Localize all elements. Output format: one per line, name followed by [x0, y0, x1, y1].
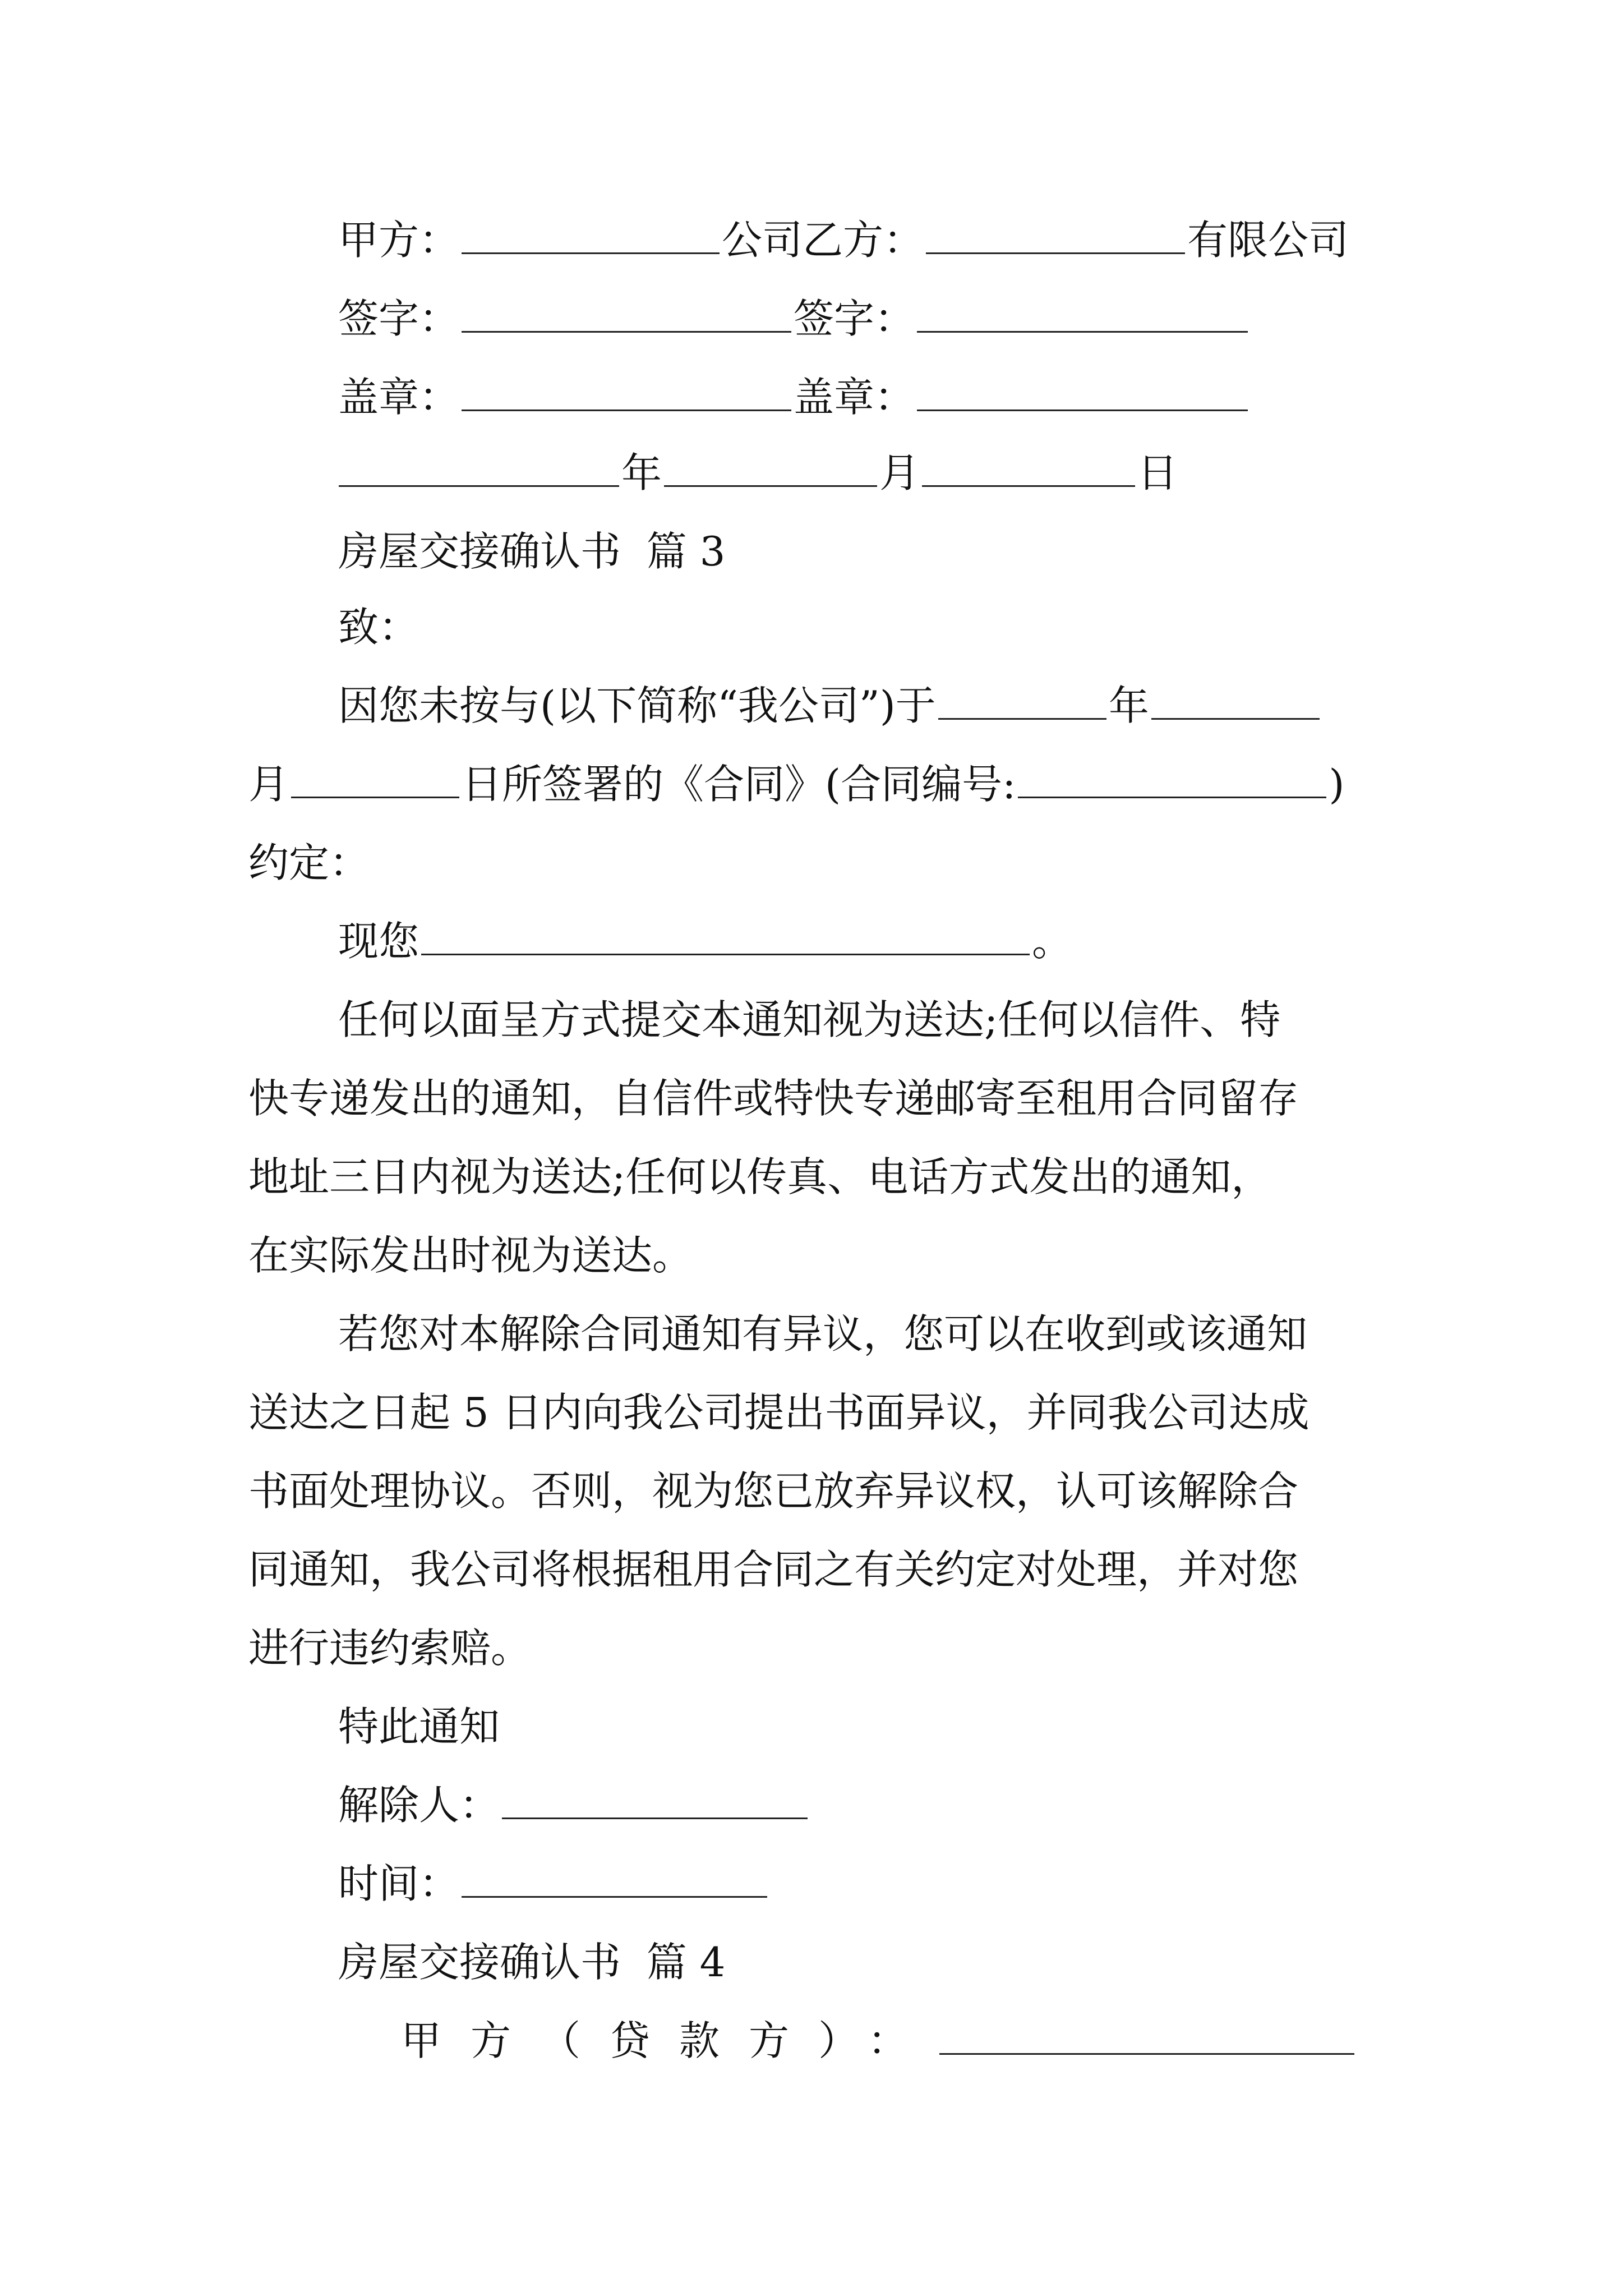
party-line [338, 202, 1349, 278]
contract-number-blank [1018, 763, 1326, 798]
sign-b-blank [917, 297, 1248, 333]
party-a-blank [462, 219, 720, 254]
seal-label-a: 盖章： [338, 374, 460, 421]
section3-heading: 房屋交接确认书 篇 3 [338, 528, 726, 575]
para2-end: 。 [1032, 918, 1073, 965]
lender-label: 甲方（贷款方）： [401, 2017, 938, 2064]
para2 [338, 903, 1072, 979]
signed-year-blank [938, 684, 1106, 720]
para4-line2: 送达之日起 5 日内向我公司提出书面异议，并同我公司达成 [248, 1389, 1310, 1436]
time-blank [462, 1862, 767, 1898]
day-blank [922, 452, 1135, 487]
para4-line1: 若您对本解除合同通知有异议，您可以在收到或该通知 [338, 1310, 1308, 1358]
reason-blank [421, 920, 1030, 955]
seal-a-blank [462, 376, 791, 411]
para3-line3: 地址三日内视为送达;任何以传真、电话方式发出的通知， [248, 1153, 1272, 1200]
signed-month-blank [1151, 684, 1320, 720]
lender-line [401, 2003, 1357, 2079]
party-a-label: 甲方： [338, 217, 460, 264]
para1-close: ) [1329, 761, 1345, 808]
date-line [336, 435, 1178, 511]
para2-text: 现您 [338, 918, 419, 965]
sign-label-b: 签字： [794, 295, 915, 342]
signed-day-blank [291, 763, 459, 798]
para3-line4: 在实际发出时视为送达。 [248, 1232, 693, 1279]
terminator-line [338, 1767, 810, 1843]
seal-line [338, 359, 1250, 435]
para4-line4: 同通知，我公司将根据租用合同之有关约定对处理，并对您 [248, 1546, 1299, 1593]
para1-month: 月 [248, 761, 289, 808]
para4-line3: 书面处理协议。否则，视为您已放弃异议权，认可该解除合 [248, 1467, 1299, 1515]
para1-line2 [248, 746, 1344, 822]
terminator-blank [502, 1784, 808, 1819]
party-b-blank [926, 219, 1185, 254]
para1-text-a: 因您未按与(以下简称“我公司”)于 [338, 682, 936, 729]
para1-year: 年 [1108, 682, 1149, 729]
time-line [338, 1846, 769, 1922]
para4-line5: 进行违约索赔。 [248, 1625, 532, 1672]
year-blank [339, 452, 619, 487]
para3-line2: 快专递发出的通知，自信件或特快专递邮寄至租用合同留存 [248, 1075, 1299, 1122]
month-label: 月 [879, 449, 920, 496]
terminator-label: 解除人： [338, 1782, 500, 1829]
notice-line: 特此通知 [338, 1703, 500, 1750]
seal-label-b: 盖章： [794, 374, 915, 421]
year-label: 年 [621, 449, 662, 496]
para3-line1: 任何以面呈方式提交本通知视为送达;任何以信件、特 [338, 996, 1281, 1043]
para1-line3: 约定： [248, 839, 370, 886]
sign-label-a: 签字： [338, 295, 460, 342]
section4-heading: 房屋交接确认书 篇 4 [338, 1939, 726, 1986]
party-b-suffix: 有限公司 [1187, 217, 1349, 264]
party-a-suffix: 公司乙方： [722, 217, 924, 264]
sign-a-blank [462, 297, 791, 333]
lender-blank [939, 2019, 1354, 2055]
sign-line [338, 280, 1250, 357]
day-label: 日 [1137, 449, 1178, 496]
para1-line1 [338, 668, 1322, 744]
seal-b-blank [917, 376, 1248, 411]
salutation: 致： [338, 604, 419, 651]
para1-text-b: 日所签署的《合同》(合同编号: [462, 761, 1016, 808]
month-blank [664, 452, 877, 487]
time-label: 时间： [338, 1860, 460, 1907]
